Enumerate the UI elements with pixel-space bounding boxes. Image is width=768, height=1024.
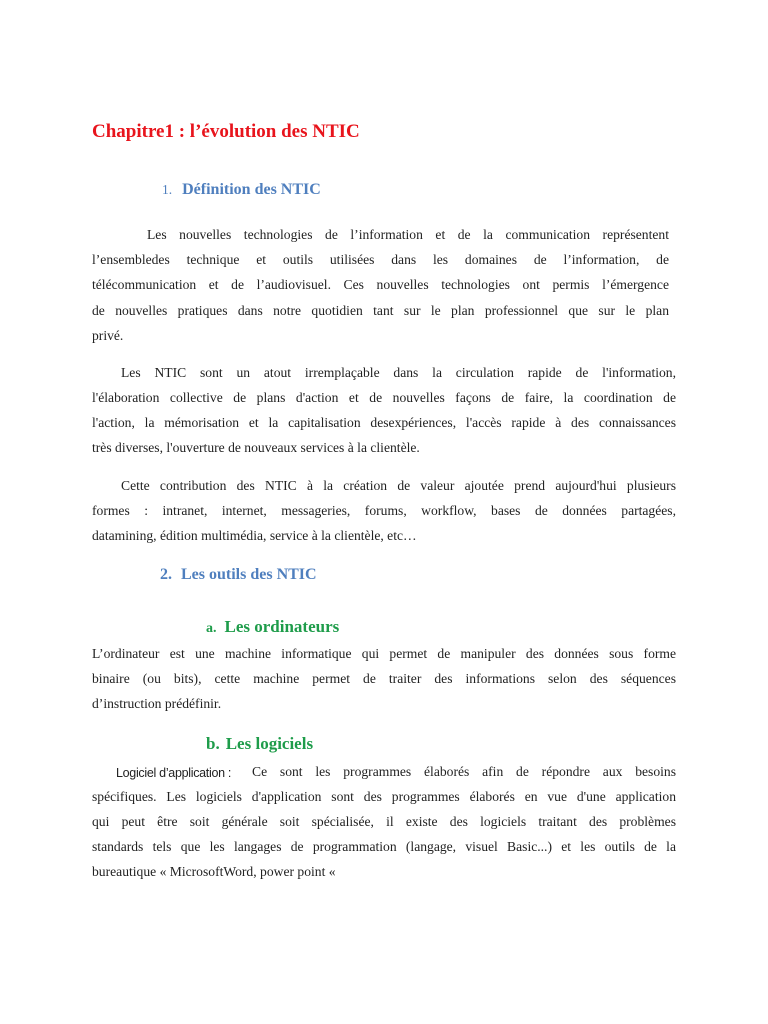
para2-line-2: l'élaboration collective de plans d'action et de nouvelles façons de faire, la coordination de (92, 390, 676, 405)
para1-line-5: privé. (92, 328, 124, 343)
subsection-a-letter: a. (206, 621, 217, 636)
para1-line-1: Les nouvelles technologies de l’information et de la communication représentent (147, 227, 669, 242)
para2-line-3: l'action, la mémorisation et la capitalisation desexpériences, l'accès rapide à des connaissances (92, 415, 676, 430)
chapter-title: Chapitre1 : l’évolution des NTIC (92, 121, 360, 142)
para-a-line-2: binaire (ou bits), cette machine permet de traiter des informations selon des séquences (92, 671, 676, 686)
para3-line-3: datamining, édition multimédia, service à la clientèle, etc… (92, 528, 417, 543)
subsection-b-letter: b. (206, 734, 220, 753)
section-1-number: 1. (162, 182, 173, 197)
para-b-line-4: standards tels que les langages de programmation (langage, visuel Basic...) et les outils de la (92, 839, 676, 854)
section-1-heading (162, 181, 321, 199)
para-b-line-2: spécifiques. Les logiciels d'application sont des programmes élaborés en vue d'une application (92, 789, 676, 804)
section-2-title: Les outils des NTIC (181, 566, 317, 583)
subsection-b-heading (206, 734, 313, 754)
section-2-number: 2. (160, 566, 172, 583)
para1-line-3: télécommunication et de l’audiovisuel. Ces nouvelles technologies ont permis l’émergence (92, 277, 669, 292)
para1-line-4: de nouvelles pratiques dans notre quotidien tant sur le plan professionnel que sur le plan (92, 303, 669, 318)
subsection-b-title: Les logiciels (225, 734, 314, 753)
para-a-line-3: d’instruction prédéfinir. (92, 696, 222, 711)
para2-line-1: Les NTIC sont un atout irremplaçable dans la circulation rapide de l'information, (121, 365, 676, 380)
para-b-lead: Logiciel d’application : (116, 766, 232, 780)
para3-line-1: Cette contribution des NTIC à la création de valeur ajoutée prend aujourd'hui plusieurs (121, 478, 676, 493)
section-1-title: Définition des NTIC (182, 181, 321, 198)
para-b-line-3: qui peut être soit générale soit spécialisée, il existe des logiciels traitant des problèmes (92, 814, 676, 829)
para-b-line-1: Ce sont les programmes élaborés afin de répondre aux besoins (252, 764, 676, 779)
subsection-a-heading (206, 617, 339, 637)
subsection-a-title: Les ordinateurs (224, 617, 340, 636)
section-2-heading (160, 566, 317, 584)
para-b-line-5: bureautique « MicrosoftWord, power point « (92, 864, 336, 879)
para-a-line-1: L’ordinateur est une machine informatique qui permet de manipuler des données sous forme (92, 646, 676, 661)
para1-line-2: l’ensembledes technique et outils utilisées dans les domaines de l’information, de (92, 252, 669, 267)
para2-line-4: très diverses, l'ouverture de nouveaux services à la clientèle. (92, 440, 420, 455)
para3-line-2: formes : intranet, internet, messageries, forums, workflow, bases de données partagées, (92, 503, 676, 518)
